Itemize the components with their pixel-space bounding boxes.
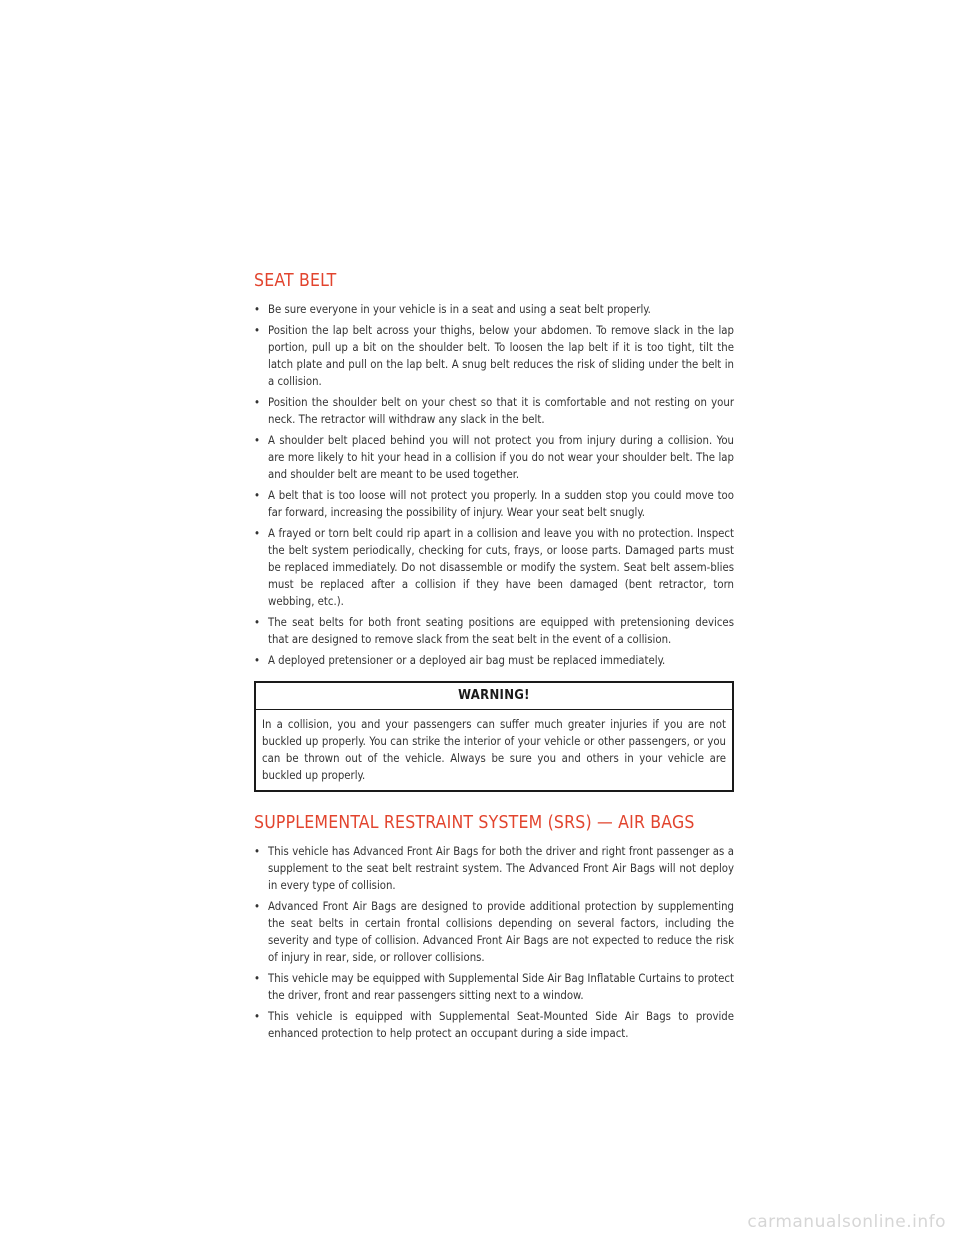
list-item	[254, 394, 734, 428]
bullet-icon: •	[254, 972, 260, 985]
srs-list	[254, 843, 734, 1042]
list-item	[254, 322, 734, 390]
list-item	[254, 487, 734, 521]
bullet-icon: •	[254, 1010, 260, 1023]
warning-box	[254, 681, 734, 792]
bullet-icon: •	[254, 527, 260, 540]
list-item-text: A frayed or torn belt could rip apart in a collision and leave you with no protection. Inspect the belt system periodically, checking for cuts, frays, or loose parts. Damaged parts must be replaced immediately. Do not disassemble or modify the system. Seat belt assem-blies must be replaced after a collision if they have been damaged (bent retractor, torn webbing, etc.).	[268, 527, 734, 608]
list-item	[254, 970, 734, 1004]
bullet-icon: •	[254, 616, 260, 629]
list-item	[254, 843, 734, 894]
list-item-text: This vehicle has Advanced Front Air Bags for both the driver and right front passenger as a supplement to the seat belt restraint system. The Advanced Front Air Bags will not deploy in every type of collision.	[268, 845, 734, 892]
list-item-text: A belt that is too loose will not protect you properly. In a sudden stop you could move too far forward, increasing the possibility of injury. Wear your seat belt snugly.	[268, 489, 734, 519]
bullet-icon: •	[254, 845, 260, 858]
bullet-icon: •	[254, 324, 260, 337]
seat-belt-heading: SEAT BELT	[254, 271, 337, 291]
list-item-text: Advanced Front Air Bags are designed to provide additional protection by supplementing the seat belts in certain frontal collisions depending on several factors, including the severity and type of collision. Advanced Front Air Bags are not expected to reduce the risk of injury in rear, side, or rollover collisions.	[268, 900, 734, 964]
list-item-text: A deployed pretensioner or a deployed air bag must be replaced immediately.	[268, 654, 666, 667]
list-item-text: Position the shoulder belt on your chest so that it is comfortable and not resting on your neck. The retractor will withdraw any slack in the belt.	[268, 396, 734, 426]
watermark-text: carmanualsonline.info	[747, 1212, 946, 1232]
list-item-text: Position the lap belt across your thighs, below your abdomen. To remove slack in the lap portion, pull up a bit on the shoulder belt. To loosen the lap belt if it is too tight, tilt the latch plate and pull on the lap belt. A snug belt reduces the risk of sliding under the belt in a collision.	[268, 324, 734, 388]
bullet-icon: •	[254, 900, 260, 913]
list-item-text: This vehicle is equipped with Supplemental Seat-Mounted Side Air Bags to provide enhanced protection to help protect an occupant during a side impact.	[268, 1010, 734, 1040]
warning-title: WARNING!	[256, 683, 732, 710]
list-item	[254, 898, 734, 966]
warning-body: In a collision, you and your passengers can suffer much greater injuries if you are not buckled up properly. You can strike the interior of your vehicle or other passengers, or you can be thrown out of the vehicle. Always be sure you and others in your vehicle are buckled up properly.	[262, 718, 726, 782]
page-content	[254, 270, 734, 1046]
list-item	[254, 652, 734, 669]
list-item	[254, 301, 734, 318]
seat-belt-list	[254, 301, 734, 669]
list-item-text: The seat belts for both front seating positions are equipped with pretensioning devices that are designed to remove slack from the seat belt in the event of a collision.	[268, 616, 734, 646]
list-item-text: This vehicle may be equipped with Supplemental Side Air Bag Inflatable Curtains to protect the driver, front and rear passengers sitting next to a window.	[268, 972, 734, 1002]
list-item-text: Be sure everyone in your vehicle is in a seat and using a seat belt properly.	[268, 303, 651, 316]
list-item	[254, 525, 734, 610]
list-item-text: A shoulder belt placed behind you will not protect you from injury during a collision. You are more likely to hit your head in a collision if you do not wear your shoulder belt. The lap and shoulder belt are meant to be used together.	[268, 434, 734, 481]
list-item	[254, 432, 734, 483]
bullet-icon: •	[254, 654, 260, 667]
bullet-icon: •	[254, 489, 260, 502]
list-item	[254, 614, 734, 648]
bullet-icon: •	[254, 434, 260, 447]
srs-heading: SUPPLEMENTAL RESTRAINT SYSTEM (SRS) — AIR BAGS	[254, 813, 695, 833]
list-item	[254, 1008, 734, 1042]
bullet-icon: •	[254, 303, 260, 316]
bullet-icon: •	[254, 396, 260, 409]
